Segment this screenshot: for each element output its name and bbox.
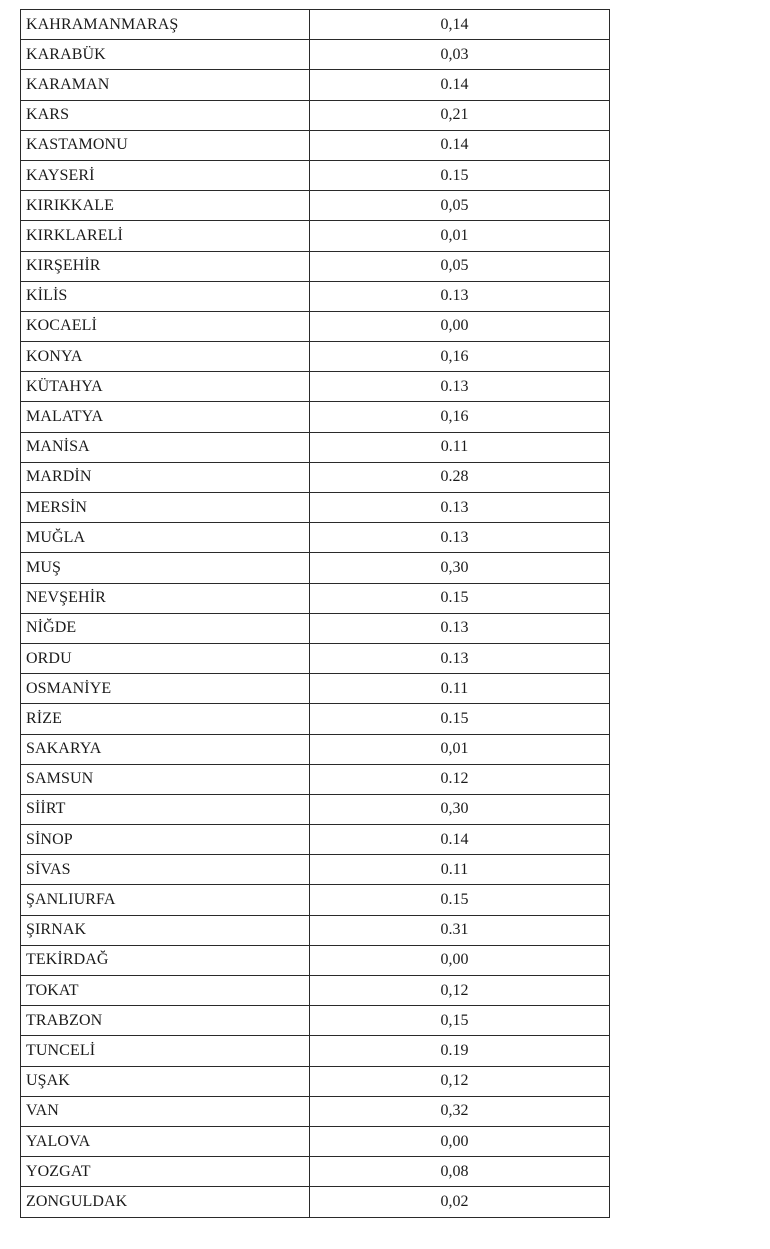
province-name-cell: ORDU	[21, 643, 310, 673]
province-name-cell: KİLİS	[21, 281, 310, 311]
value-cell: 0,16	[310, 402, 610, 432]
value-cell: 0.28	[310, 462, 610, 492]
value-cell: 0,32	[310, 1096, 610, 1126]
table-row	[21, 70, 610, 100]
value-cell: 0,08	[310, 1157, 610, 1187]
table-row	[21, 583, 610, 613]
table-row	[21, 493, 610, 523]
province-name-cell: UŞAK	[21, 1066, 310, 1096]
value-cell: 0,00	[310, 1126, 610, 1156]
value-cell: 0,03	[310, 40, 610, 70]
province-name-cell: VAN	[21, 1096, 310, 1126]
table-row	[21, 1066, 610, 1096]
table-row	[21, 643, 610, 673]
table-body	[21, 10, 610, 1218]
province-name-cell: YOZGAT	[21, 1157, 310, 1187]
province-name-cell: OSMANİYE	[21, 674, 310, 704]
value-cell: 0.13	[310, 613, 610, 643]
table-row	[21, 402, 610, 432]
value-cell: 0.11	[310, 432, 610, 462]
table-row	[21, 1187, 610, 1217]
province-name-cell: KARABÜK	[21, 40, 310, 70]
table-row	[21, 1036, 610, 1066]
table-row	[21, 251, 610, 281]
province-name-cell: RİZE	[21, 704, 310, 734]
province-name-cell: MALATYA	[21, 402, 310, 432]
province-name-cell: KARAMAN	[21, 70, 310, 100]
table-row	[21, 794, 610, 824]
value-cell: 0,15	[310, 1006, 610, 1036]
value-cell: 0,05	[310, 191, 610, 221]
province-name-cell: KARS	[21, 100, 310, 130]
province-name-cell: ŞANLIURFA	[21, 885, 310, 915]
table-row	[21, 462, 610, 492]
value-cell: 0.31	[310, 915, 610, 945]
value-cell: 0.15	[310, 583, 610, 613]
table-row	[21, 1006, 610, 1036]
province-name-cell: SİNOP	[21, 825, 310, 855]
table-row	[21, 764, 610, 794]
province-name-cell: MARDİN	[21, 462, 310, 492]
province-name-cell: SAKARYA	[21, 734, 310, 764]
value-cell: 0,14	[310, 10, 610, 40]
province-name-cell: TUNCELİ	[21, 1036, 310, 1066]
value-cell: 0.13	[310, 372, 610, 402]
value-cell: 0,21	[310, 100, 610, 130]
province-name-cell: TEKİRDAĞ	[21, 945, 310, 975]
province-name-cell: MERSİN	[21, 493, 310, 523]
province-value-table	[20, 9, 610, 1218]
value-cell: 0.14	[310, 825, 610, 855]
value-cell: 0.13	[310, 643, 610, 673]
province-name-cell: KIRKLARELİ	[21, 221, 310, 251]
table-row	[21, 342, 610, 372]
province-name-cell: TOKAT	[21, 976, 310, 1006]
table-row	[21, 1157, 610, 1187]
table-row	[21, 1096, 610, 1126]
province-name-cell: KOCAELİ	[21, 311, 310, 341]
table-row	[21, 372, 610, 402]
value-cell: 0.15	[310, 885, 610, 915]
value-cell: 0,02	[310, 1187, 610, 1217]
table-row	[21, 976, 610, 1006]
province-name-cell: NEVŞEHİR	[21, 583, 310, 613]
province-name-cell: KIRŞEHİR	[21, 251, 310, 281]
province-name-cell: YALOVA	[21, 1126, 310, 1156]
table-row	[21, 855, 610, 885]
value-cell: 0.11	[310, 855, 610, 885]
province-name-cell: SİİRT	[21, 794, 310, 824]
province-name-cell: NİĞDE	[21, 613, 310, 643]
table-row	[21, 191, 610, 221]
value-cell: 0,00	[310, 945, 610, 975]
value-cell: 0.12	[310, 764, 610, 794]
table-row	[21, 674, 610, 704]
province-name-cell: KIRIKKALE	[21, 191, 310, 221]
province-name-cell: KAYSERİ	[21, 160, 310, 190]
province-name-cell: KÜTAHYA	[21, 372, 310, 402]
value-cell: 0,12	[310, 1066, 610, 1096]
value-cell: 0,30	[310, 794, 610, 824]
value-cell: 0,05	[310, 251, 610, 281]
table-row	[21, 945, 610, 975]
value-cell: 0.14	[310, 130, 610, 160]
table-row	[21, 523, 610, 553]
province-name-cell: ŞIRNAK	[21, 915, 310, 945]
table-row	[21, 1126, 610, 1156]
province-name-cell: TRABZON	[21, 1006, 310, 1036]
province-name-cell: ZONGULDAK	[21, 1187, 310, 1217]
table-row	[21, 40, 610, 70]
value-cell: 0,01	[310, 221, 610, 251]
province-name-cell: SİVAS	[21, 855, 310, 885]
table-row	[21, 130, 610, 160]
table-row	[21, 311, 610, 341]
table-row	[21, 553, 610, 583]
table-row	[21, 160, 610, 190]
table-row	[21, 432, 610, 462]
province-name-cell: MUĞLA	[21, 523, 310, 553]
value-cell: 0.13	[310, 523, 610, 553]
table-row	[21, 885, 610, 915]
table-row	[21, 281, 610, 311]
value-cell: 0.11	[310, 674, 610, 704]
value-cell: 0.13	[310, 281, 610, 311]
province-name-cell: MANİSA	[21, 432, 310, 462]
value-cell: 0.19	[310, 1036, 610, 1066]
table-row	[21, 825, 610, 855]
value-cell: 0,01	[310, 734, 610, 764]
province-name-cell: MUŞ	[21, 553, 310, 583]
value-cell: 0.14	[310, 70, 610, 100]
table-row	[21, 915, 610, 945]
value-cell: 0,12	[310, 976, 610, 1006]
table-row	[21, 613, 610, 643]
table-row	[21, 221, 610, 251]
province-name-cell: KONYA	[21, 342, 310, 372]
province-name-cell: KASTAMONU	[21, 130, 310, 160]
province-name-cell: KAHRAMANMARAŞ	[21, 10, 310, 40]
table-row	[21, 100, 610, 130]
province-name-cell: SAMSUN	[21, 764, 310, 794]
table-row	[21, 10, 610, 40]
value-cell: 0,16	[310, 342, 610, 372]
value-cell: 0.15	[310, 704, 610, 734]
value-cell: 0.13	[310, 493, 610, 523]
table-row	[21, 704, 610, 734]
value-cell: 0,00	[310, 311, 610, 341]
value-cell: 0,30	[310, 553, 610, 583]
province-table-container	[20, 9, 610, 1218]
table-row	[21, 734, 610, 764]
value-cell: 0.15	[310, 160, 610, 190]
